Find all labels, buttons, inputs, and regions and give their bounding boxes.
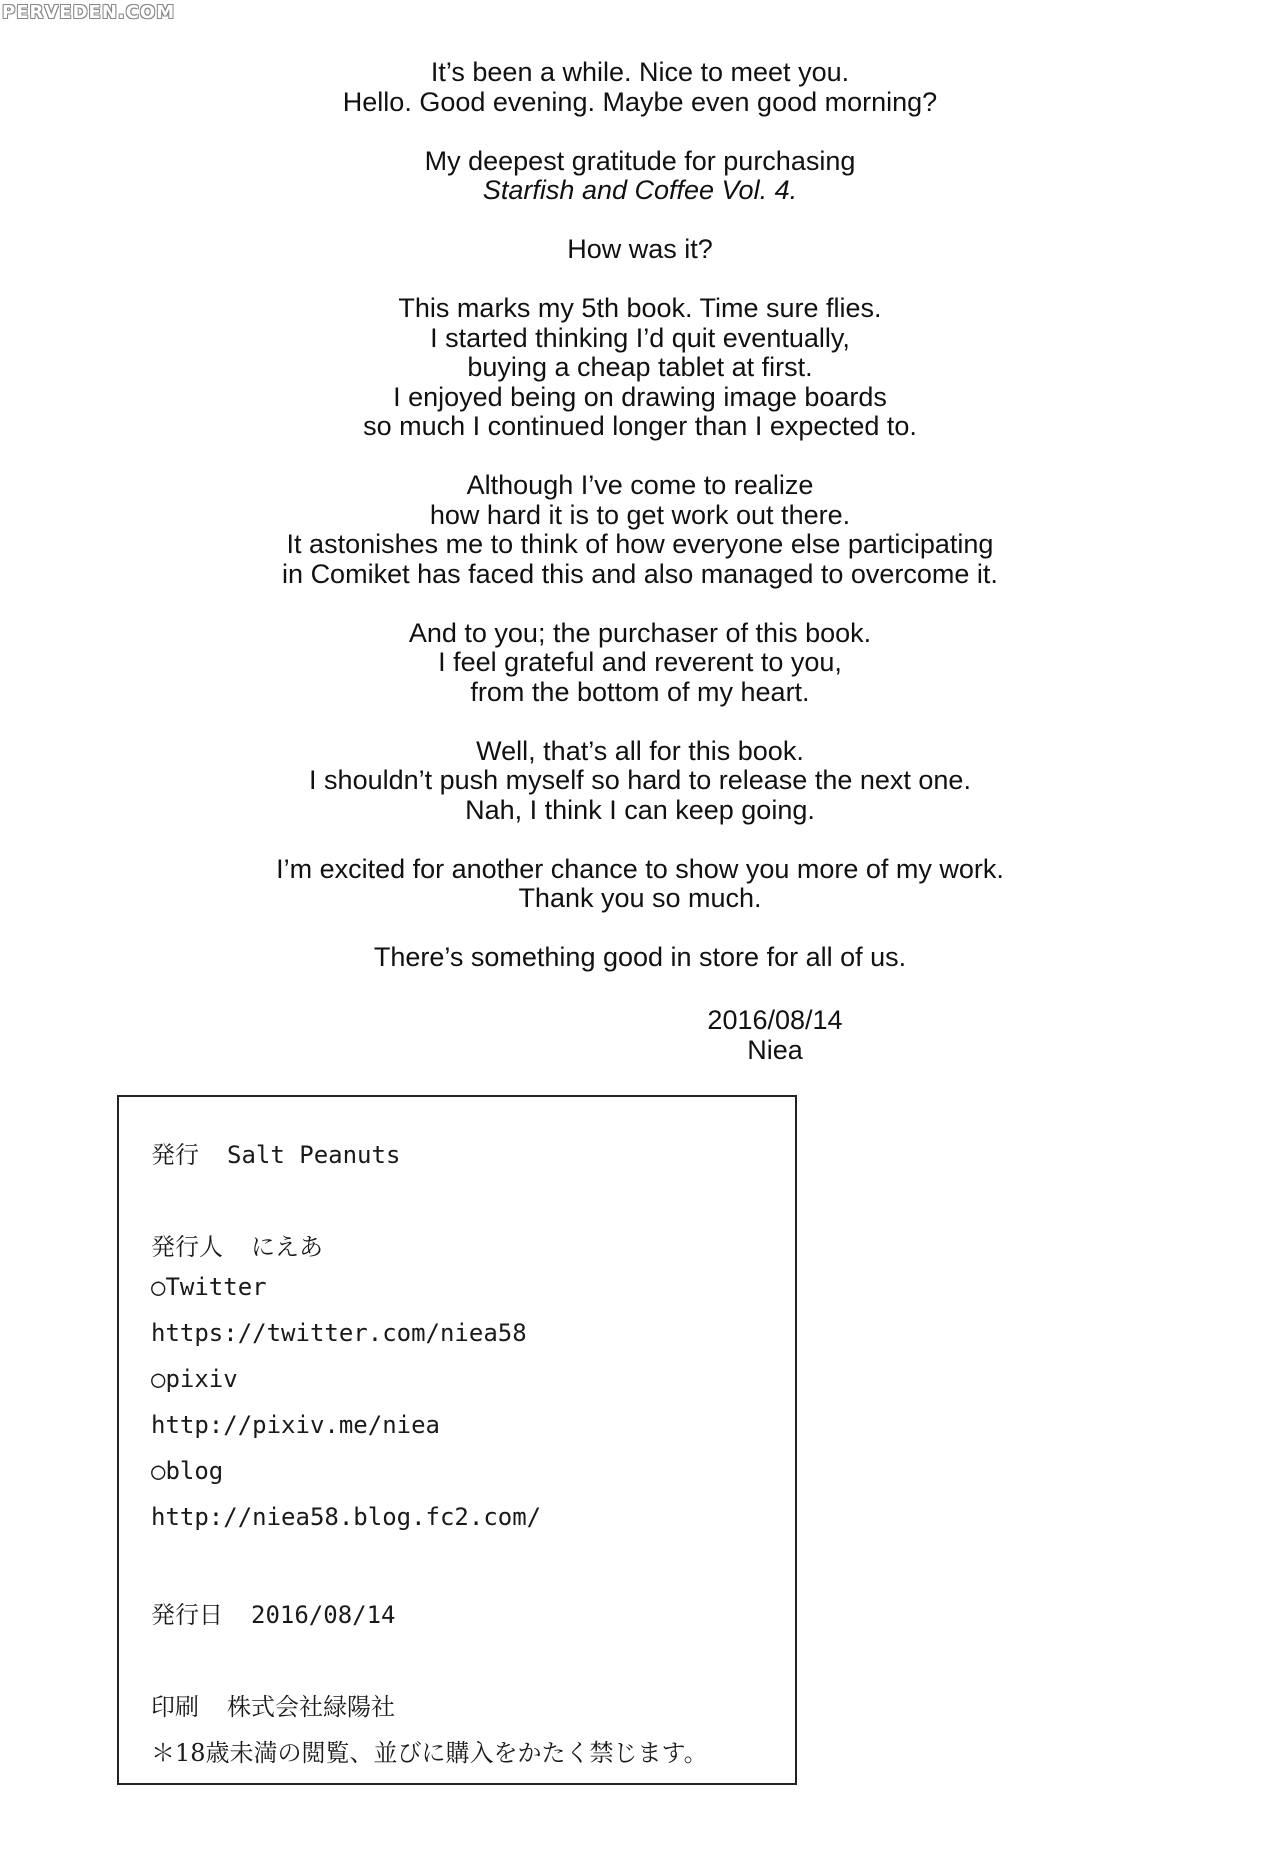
issuer-label: 発行人 — [151, 1233, 223, 1261]
afterword-line: Although I’ve come to realize — [466, 470, 814, 500]
afterword-line: from the bottom of my heart. — [470, 676, 810, 707]
pixiv-label: ○pixiv — [151, 1365, 238, 1393]
afterword-paragraph — [0, 294, 1280, 442]
book-title: Starfish and Coffee Vol. 4. — [482, 175, 798, 205]
date-value: 2016/08/14 — [251, 1601, 396, 1629]
pixiv-url[interactable]: http://pixiv.me/niea — [151, 1411, 440, 1439]
afterword-line: I enjoyed being on drawing image boards — [393, 381, 887, 412]
colophon-issue-date — [151, 1595, 396, 1630]
issuer-value: にえあ — [251, 1233, 323, 1261]
afterword-paragraph — [0, 855, 1280, 914]
afterword-line: And to you; the purchaser of this book. — [408, 617, 872, 648]
colophon-box — [117, 1095, 797, 1785]
colophon-issuer — [151, 1227, 323, 1262]
watermark-logo: PERVEDEN.COM — [2, 2, 176, 23]
afterword-paragraph — [0, 737, 1280, 826]
blog-label: ○blog — [151, 1457, 224, 1485]
afterword-paragraph — [0, 943, 1280, 973]
publisher-label: 発行 — [151, 1141, 199, 1169]
afterword-paragraph — [0, 235, 1280, 265]
twitter-label: ○Twitter — [151, 1273, 267, 1301]
afterword-line: how hard it is to get work out there. — [429, 499, 851, 530]
afterword-paragraph — [0, 147, 1280, 206]
afterword-line: so much I continued longer than I expected to. — [363, 411, 917, 441]
age-restriction-notice: ＊18歳未満の閲覧、並びに購入をかたく禁じます。 — [151, 1739, 708, 1767]
colophon-printer — [151, 1687, 395, 1722]
printer-value: 株式会社緑陽社 — [227, 1693, 395, 1721]
signature-date: 2016/08/14 — [707, 1005, 843, 1035]
afterword-line: My deepest gratitude for purchasing — [424, 145, 856, 176]
twitter-url[interactable]: https://twitter.com/niea58 — [151, 1319, 527, 1347]
afterword-line: Thank you so much. — [518, 883, 762, 913]
blog-url[interactable]: http://niea58.blog.fc2.com/ — [151, 1503, 542, 1531]
afterword-line: Hello. Good evening. Maybe even good morning? — [342, 86, 938, 117]
afterword-line: Nah, I think I can keep going. — [465, 794, 815, 825]
afterword-line: It astonishes me to think of how everyone else participating — [286, 529, 994, 559]
signature-name: Niea — [747, 1034, 803, 1065]
afterword-line: How was it? — [567, 234, 713, 264]
publisher-value: Salt Peanuts — [227, 1141, 401, 1169]
afterword-line: I feel grateful and reverent to you, — [438, 647, 842, 677]
afterword-line: This marks my 5th book. Time sure flies. — [398, 293, 882, 323]
date-label: 発行日 — [151, 1601, 223, 1629]
signature — [680, 1006, 870, 1065]
afterword-line: in Comiket has faced this and also managed to overcome it. — [282, 558, 998, 589]
colophon-publisher — [151, 1135, 400, 1170]
afterword-line: buying a cheap tablet at first. — [467, 352, 813, 382]
afterword-paragraph — [0, 471, 1280, 589]
afterword-paragraph — [0, 58, 1280, 117]
afterword-text — [0, 58, 1280, 1002]
afterword-line: I shouldn’t push myself so hard to release the next one. — [309, 765, 971, 795]
afterword-line: Well, that’s all for this book. — [476, 735, 804, 766]
afterword-line: I started thinking I’d quit eventually, — [430, 322, 850, 353]
afterword-line: It’s been a while. Nice to meet you. — [430, 57, 850, 87]
afterword-paragraph — [0, 619, 1280, 708]
printer-label: 印刷 — [151, 1693, 199, 1721]
afterword-line: I’m excited for another chance to show you more of my work. — [276, 853, 1004, 884]
afterword-line: There’s something good in store for all of us. — [373, 942, 907, 972]
